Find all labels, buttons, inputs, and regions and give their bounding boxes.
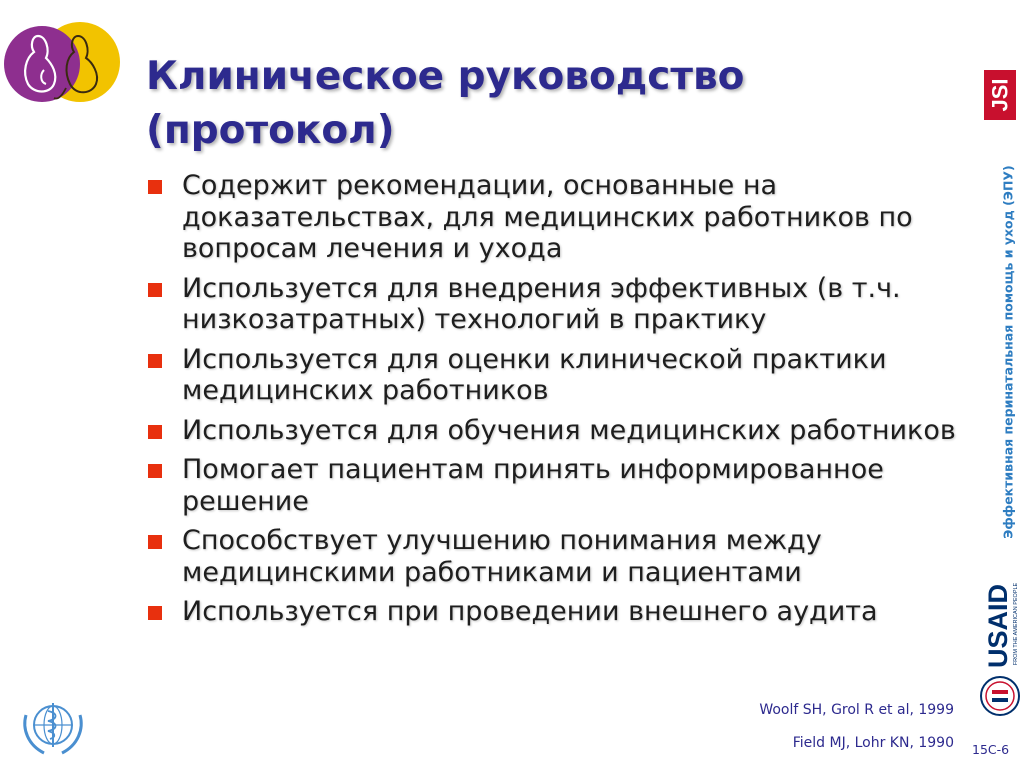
bullet-text: Способствует улучшению понимания между медицинскими работниками и пациентами	[182, 525, 822, 588]
side-program-text: Эффективная перинатальная помощь и уход (ЭПУ)	[1000, 165, 1016, 539]
bullet-text: Используется для обучения медицинских работников	[182, 414, 956, 446]
bullet-item	[146, 415, 966, 447]
slide-number: 15C-6	[972, 742, 1010, 757]
bullet-square-icon	[148, 354, 162, 368]
mother-child-logo	[4, 14, 122, 108]
bullet-list	[146, 170, 966, 636]
reference-text: Field MJ, Lohr KN, 1990	[792, 735, 954, 751]
bullet-square-icon	[148, 425, 162, 439]
bullet-text: Содержит рекомендации, основанные на доказательствах, для медицинских работников по вопросам лечения и ухода	[182, 170, 913, 264]
bullet-item	[146, 170, 966, 265]
who-emblem-icon	[18, 695, 88, 759]
usaid-tagline-text: FROM THE AMERICAN PEOPLE	[1013, 582, 1019, 666]
bullet-item	[146, 454, 966, 517]
bullet-item	[146, 344, 966, 407]
bullet-item	[146, 273, 966, 336]
bullet-text: Помогает пациентам принять информированное решение	[182, 454, 884, 517]
bullet-text: Используется при проведении внешнего аудита	[182, 596, 878, 627]
bullet-square-icon	[148, 535, 162, 549]
jsi-logo	[984, 70, 1016, 120]
bullet-item	[146, 596, 966, 628]
bullet-square-icon	[148, 464, 162, 478]
bullet-text: Используется для оценки клинической практики медицинских работников	[182, 343, 887, 406]
bullet-square-icon	[148, 606, 162, 620]
reference-text: Woolf SH, Grol R et al, 1999	[759, 702, 954, 718]
slide-title-text: Клиническое руководство (протокол)	[146, 54, 745, 153]
bullet-square-icon	[148, 180, 162, 194]
bullet-item	[146, 525, 966, 588]
jsi-logo-text: JSI	[987, 78, 1013, 112]
bullet-text: Используется для внедрения эффективных (в т.ч. низкозатратных) технологий в практику	[182, 272, 901, 335]
usaid-logo	[978, 578, 1022, 718]
bullet-square-icon	[148, 283, 162, 297]
usaid-logo-text: USAID	[983, 583, 1013, 669]
slide-title	[146, 50, 946, 158]
